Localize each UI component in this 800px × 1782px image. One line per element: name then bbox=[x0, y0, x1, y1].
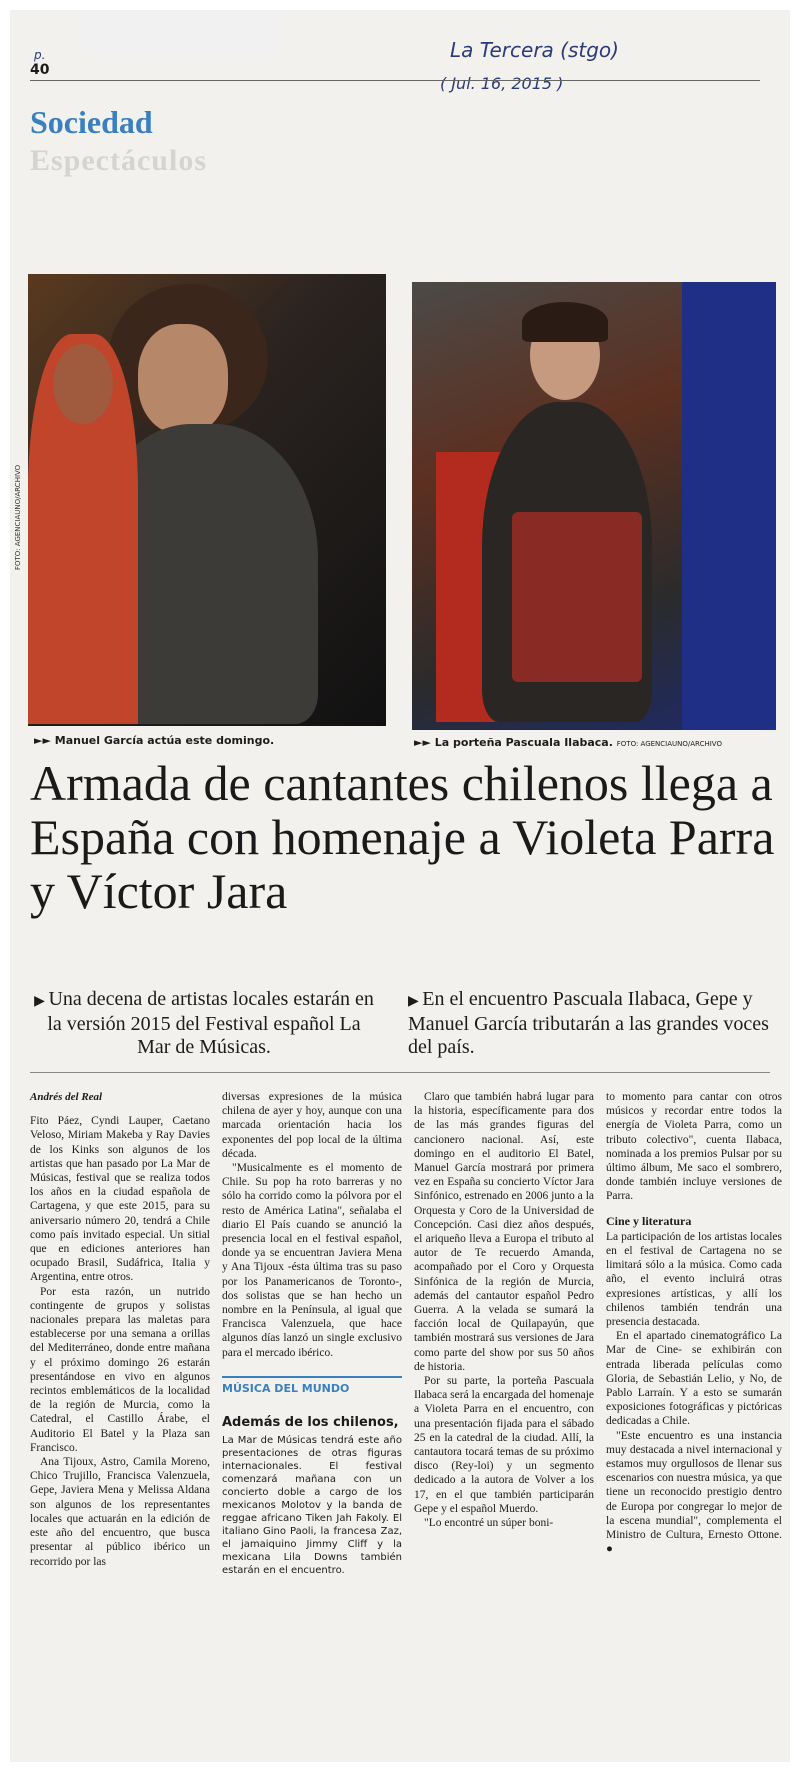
photo-pascuala-ilabaca bbox=[412, 282, 776, 730]
byline: Andrés del Real bbox=[30, 1091, 103, 1103]
newspaper-page bbox=[10, 10, 790, 1762]
right-photo-caption bbox=[414, 736, 722, 749]
paragraph: En el apartado cinematográfico La Mar de Cine- se exhibirán con entrada liberada películas como Gloria, de Sebastián Lelio, y No, de Pablo Larraín. Y a esto se sumarán exposiciones fotográficas y pictóricas dedicadas a Chile. bbox=[606, 1330, 782, 1428]
right-photo-caption-text: ►► La porteña Pascuala Ilabaca. bbox=[414, 736, 613, 749]
headline: Armada de cantantes chilenos llega a España con homenaje a Violeta Parra y Víctor Jara bbox=[30, 755, 775, 919]
lead-2 bbox=[408, 988, 778, 1059]
handwritten-date: ( Jul. 16, 2015 ) bbox=[440, 74, 564, 93]
paragraph: Ana Tijoux, Astro, Camila Moreno, Chico Trujillo, Francisca Valenzuela, Gepe, Javiera Mena y Melissa Aldana son algunos de los representantes locales que actuarán en la edición de este año del encuentro, que busca presentar al público ibérico un recorrido por las bbox=[30, 1456, 210, 1568]
paragraph: La participación de los artistas locales en el festival de Cartagena no se limitará sólo a la música. Como cada año, el evento incluirá otras expresiones artísticas, y allí los chilenos también tendrán una presencia destacada. bbox=[606, 1230, 782, 1329]
paragraph: "Lo encontré un súper boni- bbox=[424, 1517, 554, 1530]
photo-manuel-garcia bbox=[28, 274, 386, 726]
article-column-3 bbox=[414, 1090, 594, 1530]
left-photo-credit: FOTO: AGENCIAUNO/ARCHIVO bbox=[14, 464, 22, 570]
paragraph: diversas expresiones de la música chilena de ayer y hoy, aunque con una marcada orientación hacia los exponentes del pop local de la última década. bbox=[222, 1091, 402, 1160]
article-column-4 bbox=[606, 1090, 782, 1557]
lead-2-text: En el encuentro Pascuala Ilabaca, Gepe y Manuel García tributarán a las grandes voces del país. bbox=[408, 988, 769, 1058]
top-rule bbox=[30, 80, 760, 81]
page-number: 40 bbox=[30, 62, 50, 78]
paragraph: Fito Páez, Cyndi Lauper, Caetano Veloso, Miriam Makeba y Ray Davies de los Kinks son algunos de los artistas que han pasado por La Mar de Músicas, festival que se realiza todos los años en la ciudad española de Cartagena, y que este 2015, para su aniversario número 20, tendrá a Chile como país invitado especial. Un sitial que en ediciones anteriores han ocupado Brasil, Sudáfrica, Italia y Argentina, entre otros. bbox=[30, 1115, 210, 1284]
lead-arrow-icon: ▶ bbox=[34, 994, 49, 1009]
lead-arrow-icon: ▶ bbox=[408, 994, 423, 1009]
handwritten-corner-mark: p. bbox=[34, 48, 46, 62]
subsection-title: Espectáculos bbox=[30, 144, 207, 177]
redacted-strip bbox=[82, 10, 280, 54]
sidebar-text: La Mar de Músicas tendrá este año presentaciones de otras figuras internacionales. El festival comenzará mañana con un concierto doble a cargo de los mexicanos Molotov y la banda de reggae africano Tiken Jah Fakoly. El italiano Gino Paoli, la francesa Zaz, el jamaiquino Jimmy Cliff y la mexicana Lila Downs también estarán en el encuentro. bbox=[222, 1435, 402, 1577]
paragraph: Por esta razón, un nutrido contingente de grupos y solistas nacionales prepara las maletas para establecerse por una semana a orillas del Mediterráneo, donde entre mañana y el próximo domingo 26 estarán presentándose en vivo en algunos recintos emblemáticos de la localidad de la región de Murcia, como la Catedral, el Castillo Árabe, el Auditorio El Batel y la Plaza san Francisco. bbox=[30, 1285, 210, 1454]
paragraph: Por su parte, la porteña Pascuala Ilabaca será la encargada del homenaje a Violeta Parra en el encuentro, con una presentación fijada para el sábado 25 en la catedral de la ciudad. Allí, la cantautora tocará temas de su próximo disco (Rey-loi) y un segmento dedicado a la autora de Volver a los 17, en el que también participarán Gepe y el español Muerdo. bbox=[414, 1375, 594, 1515]
sidebar-title: Además de los chilenos, bbox=[222, 1415, 399, 1431]
paragraph: to momento para cantar con otros músicos y recordar entre todos la energía de Violeta Parra, como un tributo colectivo", cuenta Ilabaca, nominada a los premios Pulsar por su último álbum, Me saco el sombrero, donde también incluye versiones de Parra. bbox=[606, 1091, 782, 1203]
subhead-cine-literatura: Cine y literatura bbox=[606, 1213, 692, 1228]
article-column-2 bbox=[222, 1090, 402, 1577]
body-rule bbox=[30, 1072, 770, 1073]
left-photo-caption: ►► Manuel García actúa este domingo. bbox=[34, 734, 275, 747]
paragraph: "Este encuentro es una instancia muy destacada a nivel internacional y estamos muy orgullosos de llenar sus escenarios con nuestra música, ya que tiene un reconocido prestigio dentro de Europa por congregar lo mejor de la escena mundial", complementa el Ministro de Cultura, Ernesto Ottone. ● bbox=[606, 1429, 782, 1556]
handwritten-source: La Tercera (stgo) bbox=[450, 38, 619, 62]
paragraph: "Musicalmente es el momento de Chile. Su pop ha roto barreras y no sólo ha corrido como la pólvora por el resto de América Latina", señalaba el diario El País cuando se anunció la presencia local en el festival español, donde ya se encuentran Javiera Mena y Ana Tijoux -ésta última tras su paso por los Panamericanos de Toronto-, dos solistas que se han hecho un nombre en la Península, al igual que Francisca Valenzuela, que hace algunos días lanzó un single exclusivo para el mercado ibérico. bbox=[222, 1162, 402, 1359]
right-photo-credit: FOTO: AGENCIAUNO/ARCHIVO bbox=[616, 740, 722, 748]
lead-1 bbox=[34, 988, 374, 1059]
section-title: Sociedad bbox=[30, 104, 153, 140]
lead-1-text: Una decena de artistas locales estarán en la versión 2015 del Festival español La Mar de Músicas. bbox=[47, 988, 374, 1058]
paragraph: Claro que también habrá lugar para la historia, específicamente para dos de las más grandes figuras del cancionero nacional. Así, este domingo en el auditorio El Batel, Manuel García mostrará por primera vez en España su concierto Víctor Jara Sinfónico, estrenado en 2006 junto a la Orquesta y Coro de la Universidad de Concepción. Casi diez años después, el ariqueño lleva a Europa el tributo al autor de Te recuerdo Amanda, acompañado por el Coro y Orquesta Sinfónica de la región de Murcia, además del cantautor español Pedro Guerra. A la velada se sumará la facción local de Quilapayún, que también mostrará sus versiones de Jara como parte del show por sus 50 años de historia. bbox=[414, 1091, 594, 1373]
sidebar-kicker: MÚSICA DEL MUNDO bbox=[222, 1376, 402, 1396]
article-column-1 bbox=[30, 1090, 210, 1569]
